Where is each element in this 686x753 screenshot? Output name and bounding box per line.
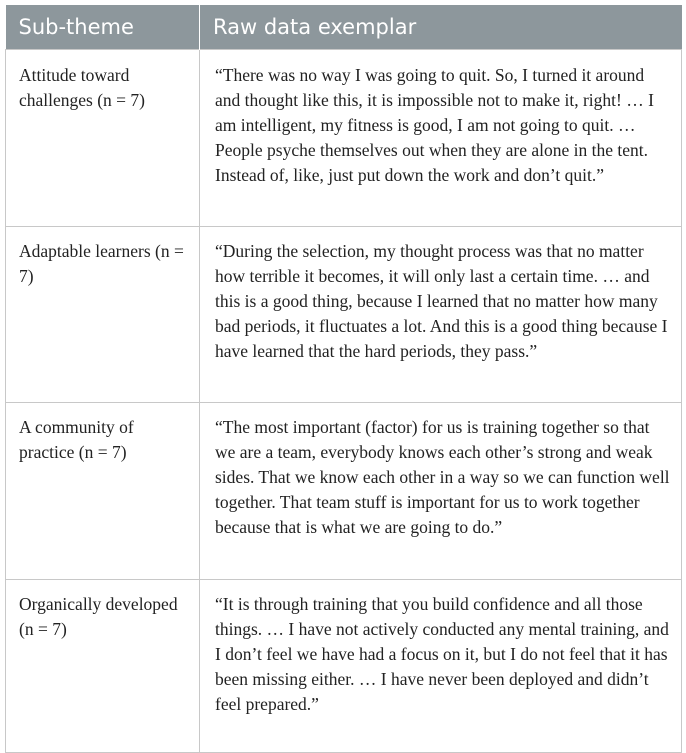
themes-table bbox=[5, 5, 682, 753]
table-header bbox=[6, 5, 682, 50]
exemplar-cell: “There was no way I was going to quit. So, I turned it around and thought like this, it is impossible not to make it, right! … I am intelligent, my fitness is good, I am not going to quit. … People psyche themselves out when they are alone in the tent. Instead of, like, just put down the work and don’t quit.” bbox=[200, 50, 682, 227]
sub-theme-cell: Attitude toward challenges (n = 7) bbox=[6, 50, 200, 227]
exemplar-cell: “During the selection, my thought process was that no matter how terrible it becomes, it will only last a certain time. … and this is a good thing, because I learned that no matter how many bad periods, it fluctuates a lot. And this is a good thing because I have learned that the hard periods, they pass.” bbox=[200, 227, 682, 403]
sub-theme-cell: A community of practice (n = 7) bbox=[6, 403, 200, 580]
table-row bbox=[6, 403, 682, 580]
table-row bbox=[6, 50, 682, 227]
themes-table-container bbox=[5, 5, 681, 753]
header-raw-data-exemplar: Raw data exemplar bbox=[200, 5, 682, 50]
table-body bbox=[6, 50, 682, 753]
header-sub-theme: Sub-theme bbox=[6, 5, 200, 50]
exemplar-cell: “The most important (factor) for us is training together so that we are a team, everybody knows each other’s strong and weak sides. That we know each other in a way so we can function well together. That team stuff is important for us to work together because that is what we are going to do.” bbox=[200, 403, 682, 580]
sub-theme-cell: Organically developed (n = 7) bbox=[6, 580, 200, 753]
table-row bbox=[6, 227, 682, 403]
exemplar-cell: “It is through training that you build confidence and all those things. … I have not actively conducted any mental training, and I don’t feel we have had a focus on it, but I do not feel that it has been missing either. … I have never been deployed and didn’t feel prepared.” bbox=[200, 580, 682, 753]
header-row bbox=[6, 5, 682, 50]
table-row bbox=[6, 580, 682, 753]
sub-theme-cell: Adaptable learners (n = 7) bbox=[6, 227, 200, 403]
